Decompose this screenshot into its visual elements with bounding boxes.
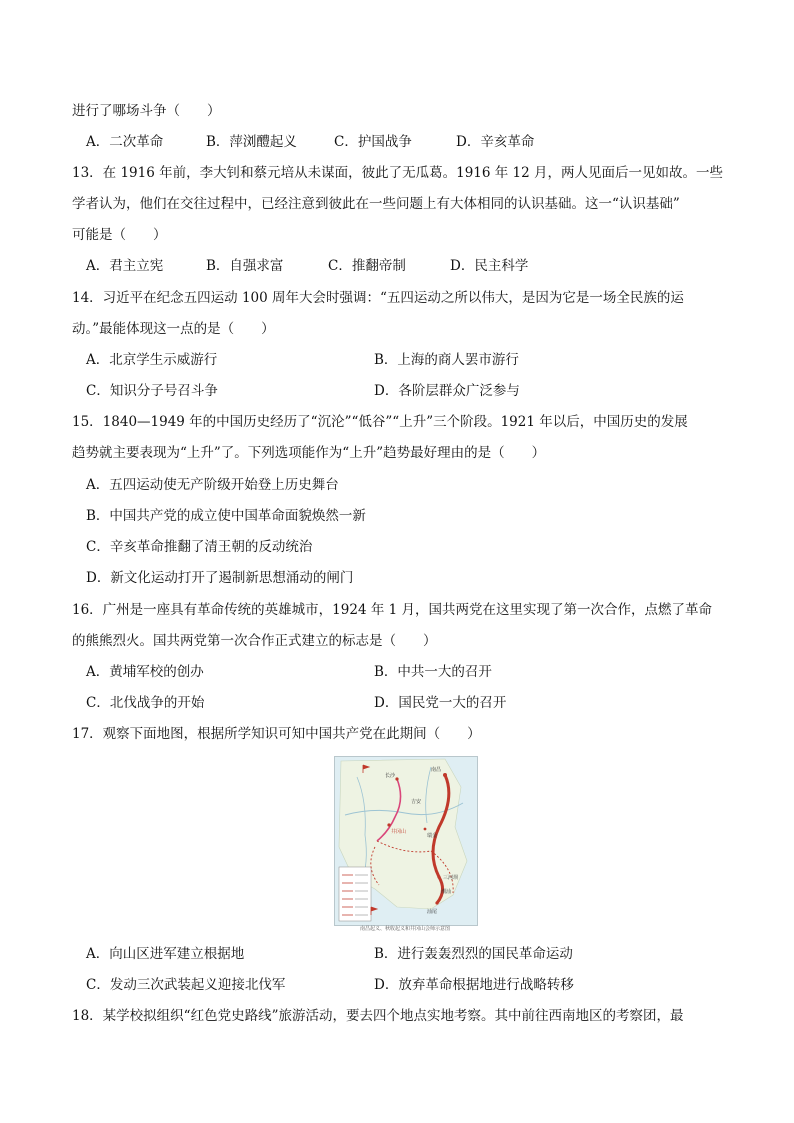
q12-option-d[interactable]: D．辛亥革命 — [456, 134, 535, 150]
q18-stem-line-1: 18．某学校拟组织“红色党史路线”旅游活动，要去四个地点实地考察。其中前往西南地区的考察团，最 — [72, 1008, 684, 1024]
q16-option-a[interactable]: A．黄埔军校的创办 — [86, 664, 204, 680]
q14-stem-line-2: 动。”最能体现这一点的是（ ） — [72, 321, 275, 337]
q12-option-c[interactable]: C．护国战争 — [334, 134, 412, 150]
map-city-marker — [424, 828, 427, 831]
map-place-label: 三河坝 — [443, 875, 459, 881]
map-graphic — [335, 757, 477, 925]
map-city-marker — [443, 773, 447, 777]
q13-stem-line-2: 学者认为，他们在交往过程中，已经注意到彼此在一些问题上有大体相同的认识基础。这一“认识基础” — [72, 196, 680, 212]
q12-option-a[interactable]: A．二次革命 — [86, 134, 164, 150]
map-city-marker — [387, 823, 390, 826]
q16-stem-line-1: 16．广州是一座具有革命传统的英雄城市，1924 年 1 月，国共两党在这里实现了第一次合作，点燃了革命 — [72, 602, 712, 618]
q16-stem-line-2: 的熊熊烈火。国共两党第一次合作正式建立的标志是（ ） — [72, 633, 437, 649]
q13-option-a[interactable]: A．君主立宪 — [86, 258, 164, 274]
q15-option-b[interactable]: B．中国共产党的成立使中国革命面貌焕然一新 — [86, 508, 366, 524]
map-place-label: 汕尾 — [427, 909, 438, 915]
q15-option-a[interactable]: A．五四运动使无产阶级开始登上历史舞台 — [86, 477, 339, 493]
q17-option-a[interactable]: A．向山区进军建立根据地 — [86, 946, 245, 962]
q13-option-c[interactable]: C．推翻帝制 — [328, 258, 406, 274]
q14-option-b[interactable]: B．上海的商人罢市游行 — [374, 352, 519, 368]
revolution-route-map — [334, 756, 478, 926]
q15-option-d[interactable]: D．新文化运动打开了遏制新思想涌动的闸门 — [86, 570, 354, 586]
q15-option-c[interactable]: C．辛亥革命推翻了清王朝的反动统治 — [86, 539, 313, 555]
q15-stem-line-2: 趋势就主要表现为“上升”了。下列选项能作为“上升”趋势最好理由的是（ ） — [72, 445, 546, 461]
q12-stem: 进行了哪场斗争（ ） — [72, 103, 221, 119]
q14-option-c[interactable]: C．知识分子号召斗争 — [86, 383, 218, 399]
map-place-label: 瑞金 — [427, 833, 438, 839]
map-city-marker — [435, 901, 438, 904]
q12-option-b[interactable]: B．萍浏醴起义 — [206, 134, 297, 150]
q16-option-c[interactable]: C．北伐战争的开始 — [86, 695, 205, 711]
map-city-marker — [395, 777, 398, 780]
q14-stem-line-1: 14．习近平在纪念五四运动 100 周年大会时强调：“五四运动之所以伟大，是因为它是一场全民族的运 — [72, 290, 684, 306]
map-caption: 南昌起义、秋收起义和井冈山会师示意图 — [359, 926, 450, 932]
q13-stem-line-1: 13．在 1916 年前，李大钊和蔡元培从未谋面，彼此了无瓜葛。1916 年 12 月，两人见面后一见如故。一些 — [72, 165, 724, 181]
q15-stem-line-1: 15．1840—1949 年的中国历史经历了“沉沦”“低谷”“上升”三个阶段。1921 年以后，中国历史的发展 — [72, 414, 688, 430]
q16-option-d[interactable]: D．国民党一大的召开 — [374, 695, 507, 711]
q17-option-d[interactable]: D．放弃革命根据地进行战略转移 — [374, 977, 574, 993]
q13-option-b[interactable]: B．自强求富 — [206, 258, 284, 274]
map-place-label: 潮汕 — [441, 889, 452, 895]
q13-option-d[interactable]: D．民主科学 — [450, 258, 529, 274]
map-place-label: 长沙 — [385, 773, 396, 779]
q17-option-c[interactable]: C．发动三次武装起义迎接北伐军 — [86, 977, 286, 993]
map-city-marker — [437, 875, 440, 878]
q17-option-b[interactable]: B．进行轰轰烈烈的国民革命运动 — [374, 946, 573, 962]
q13-stem-line-3: 可能是（ ） — [72, 227, 167, 243]
q14-option-d[interactable]: D．各阶层群众广泛参与 — [374, 383, 520, 399]
q14-option-a[interactable]: A．北京学生示威游行 — [86, 352, 218, 368]
q17-stem: 17．观察下面地图，根据所学知识可知中国共产党在此期间（ ） — [72, 726, 481, 742]
map-place-label: 井冈山 — [391, 829, 407, 835]
map-place-label: 吉安 — [411, 799, 422, 805]
map-place-label: 南昌 — [431, 767, 442, 773]
q16-option-b[interactable]: B．中共一大的召开 — [374, 664, 492, 680]
